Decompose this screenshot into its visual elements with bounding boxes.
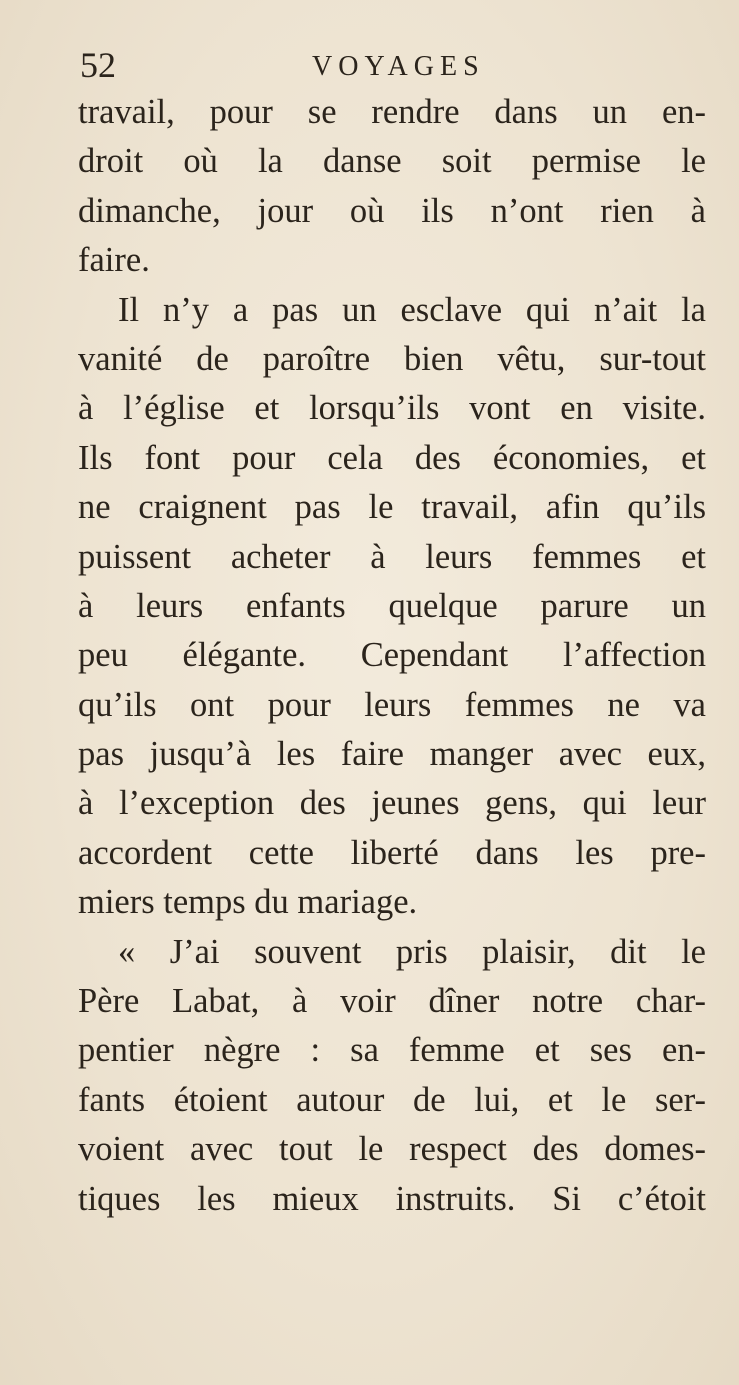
text-line: voient avec tout le respect des domes- [78,1130,706,1169]
text-line: vanité de paroître bien vêtu, sur-tout [78,339,706,378]
text-line: tiques les mieux instruits. Si c’étoit [78,1179,706,1218]
text-line: droit où la danse soit permise le [78,142,706,181]
text-line: Il n’y a pas un esclave qui n’ait la [118,290,706,329]
text-line: à l’église et lorsqu’ils vont en visite. [78,389,706,428]
text-line: miers temps du mariage. [78,883,418,922]
text-line: travail, pour se rendre dans un en- [78,93,706,131]
text-line: accordent cette liberté dans les pre- [78,833,706,872]
text-line: qu’ils ont pour leurs femmes ne va [78,685,706,724]
text-line: fants étoient autour de lui, et le ser- [78,1080,706,1119]
text-line: à l’exception des jeunes gens, qui leur [78,784,706,823]
body-text [78,88,706,1224]
text-line: pentier nègre : sa femme et ses en- [78,1031,706,1070]
running-head [80,40,699,90]
text-line: pas jusqu’à les faire manger avec eux, [78,735,706,774]
running-title: VOYAGES [312,51,485,82]
page-number: 52 [80,45,116,85]
text-line: Ils font pour cela des économies, et [78,438,706,477]
text-line: faire. [78,241,150,280]
text-line: puissent acheter à leurs femmes et [78,537,706,576]
text-line: ne craignent pas le travail, afin qu’ils [78,488,706,527]
text-line: dimanche, jour où ils n’ont rien à [78,191,706,230]
text-line: à leurs enfants quelque parure un [78,586,706,625]
text-line: « J’ai souvent pris plaisir, dit le [118,932,706,971]
text-line: Père Labat, à voir dîner notre char- [78,982,706,1021]
text-line: peu élégante. Cependant l’affection [78,636,706,675]
